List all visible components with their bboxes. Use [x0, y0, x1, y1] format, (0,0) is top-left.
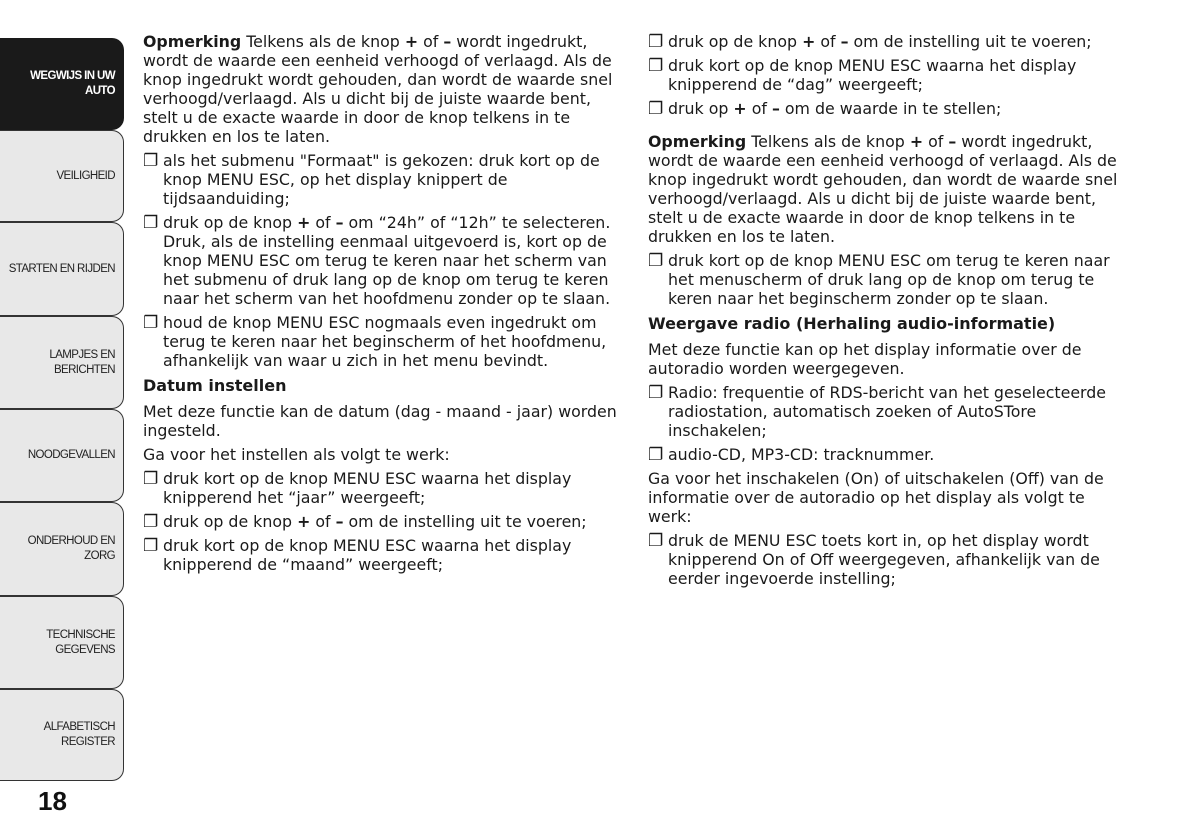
note-label: Opmerking: [143, 32, 242, 51]
list-item-text: druk kort op de knop MENU ESC waarna het display knipperend het “jaar” weergeeft;: [163, 469, 572, 507]
tab-label-line: AUTO: [85, 85, 115, 97]
list-item-text: druk kort op de knop MENU ESC waarna het display knipperend de “maand” weergeeft;: [163, 536, 572, 574]
checkbox-bullet-icon: ❐: [143, 213, 159, 233]
tab-label-line: ZORG: [84, 550, 115, 562]
tab-label-line: STARTEN EN RIJDEN: [8, 262, 115, 275]
list-item-text: audio-CD, MP3-CD: tracknummer.: [668, 445, 935, 464]
text: of: [923, 132, 949, 151]
tab-wegwijs-in-uw-auto[interactable]: [0, 38, 124, 130]
text: druk op de knop: [163, 213, 298, 232]
text: druk op de knop: [163, 512, 298, 531]
left-column: [143, 32, 621, 579]
checkbox-bullet-icon: ❐: [143, 313, 159, 333]
tab-starten-en-rijden[interactable]: [0, 222, 124, 316]
text: om “24h” of “12h” te selecteren. Druk, als de instelling eenmaal uitgevoerd is, kort op de knop MENU ESC om terug te keren naar het scherm van het submenu of druk lang op de knop om terug te keren naar het scherm van het hoofdmenu zonder op te slaan.: [163, 213, 611, 308]
list-item-text: houd de knop MENU ESC nogmaals even ingedrukt om terug te keren naar het beginscherm of het hoofdmenu, afhankelijk van waar u zich in het menu bevindt.: [163, 313, 607, 370]
checkbox-bullet-icon: ❐: [143, 512, 159, 532]
minus-symbol: –: [335, 512, 344, 531]
checkbox-bullet-icon: ❐: [648, 56, 664, 76]
tab-label-line: REGISTER: [61, 736, 115, 748]
minus-symbol: –: [771, 99, 780, 118]
tab-technische-gegevens[interactable]: [0, 596, 124, 689]
list-item: [648, 251, 1128, 308]
tab-noodgevallen[interactable]: [0, 409, 124, 502]
list-item-text: druk kort op de knop MENU ESC om terug te keren naar het menuscherm of druk lang op de knop om terug te keren naar het beginscherm zonder op te slaan.: [668, 251, 1110, 308]
text: of: [815, 32, 841, 51]
tab-label-line: TECHNISCHE: [46, 628, 115, 641]
text: of: [418, 32, 444, 51]
note-label: Opmerking: [648, 132, 747, 151]
list-item: [143, 151, 621, 208]
tab-label-line: WEGWIJS IN UW: [30, 70, 115, 82]
minus-symbol: –: [840, 32, 849, 51]
list-item-text: als het submenu "Formaat" is gekozen: druk kort op de knop MENU ESC, op het display knippert de tijdsaanduiding;: [163, 151, 600, 208]
checkbox-bullet-icon: ❐: [648, 32, 664, 52]
text: druk op de knop: [668, 32, 803, 51]
text: wordt ingedrukt, wordt de waarde een eenheid verhoogd of verlaagd. Als de knop ingedrukt wordt gehouden, dan wordt de waarde snel verhoogd/verlaagd. Als u dicht bij de juiste waarde bent, stelt u de exacte waarde in door de knop telkens in te drukken en los te laten.: [143, 32, 613, 146]
tab-label-line: LAMPJES EN: [49, 348, 115, 361]
list-item: [143, 536, 621, 574]
text: om de waarde in te stellen;: [779, 99, 1002, 118]
plus-symbol: +: [297, 512, 311, 531]
tab-lampjes-en-berichten[interactable]: [0, 316, 124, 409]
tab-label-line: VEILIGHEID: [56, 169, 115, 182]
plus-symbol: +: [909, 132, 924, 151]
checkbox-bullet-icon: ❐: [648, 445, 664, 465]
paragraph: Ga voor het inschakelen (On) of uitschakelen (Off) van de informatie over de autoradio op het display als volgt te werk:: [648, 469, 1104, 526]
checkbox-bullet-icon: ❐: [648, 99, 664, 119]
plus-symbol: +: [404, 32, 419, 51]
list-item-text: druk kort op de knop MENU ESC waarna het display knipperend de “dag” weergeeft;: [668, 56, 1077, 94]
list-item: [648, 445, 1128, 464]
text: Telkens als de knop: [241, 32, 405, 51]
text: wordt ingedrukt, wordt de waarde een eenheid verhoogd of verlaagd. Als de knop ingedrukt wordt gehouden, dan wordt de waarde snel verhoogd/verlaagd. Als u dicht bij de juiste waarde bent, stelt u de exacte waarde in door de knop telkens in te drukken en los te laten.: [648, 132, 1118, 246]
paragraph: Met deze functie kan de datum (dag - maand - jaar) worden ingesteld.: [143, 402, 617, 440]
plus-symbol: +: [733, 99, 747, 118]
note-paragraph: [648, 132, 1128, 246]
section-heading: Datum instellen: [143, 376, 287, 395]
plus-symbol: +: [297, 213, 311, 232]
checkbox-bullet-icon: ❐: [648, 531, 664, 551]
tab-label-line: ONDERHOUD EN: [27, 535, 115, 547]
list-item: [648, 56, 1128, 94]
tab-label-line: NOODGEVALLEN: [27, 449, 115, 461]
section-tabs: [0, 0, 125, 823]
tab-label-line: GEGEVENS: [55, 643, 115, 656]
minus-symbol: –: [443, 32, 452, 51]
checkbox-bullet-icon: ❐: [143, 469, 159, 489]
list-item: [648, 99, 1128, 118]
list-item-text: druk de MENU ESC toets kort in, op het display wordt knipperend On of Off weergegeven, afhankelijk van de eerder ingevoerde instelling;: [668, 531, 1100, 588]
minus-symbol: –: [335, 213, 344, 232]
paragraph: Met deze functie kan op het display informatie over de autoradio worden weergegeven.: [648, 340, 1082, 378]
checkbox-bullet-icon: ❐: [143, 151, 159, 171]
list-item: [143, 213, 621, 308]
minus-symbol: –: [948, 132, 957, 151]
tab-veiligheid[interactable]: [0, 130, 124, 222]
tab-onderhoud-en-zorg[interactable]: [0, 502, 124, 596]
note-paragraph: [143, 32, 621, 146]
checkbox-bullet-icon: ❐: [648, 251, 664, 271]
text: Telkens als de knop: [746, 132, 910, 151]
tab-label-line: ALFABETISCH: [43, 721, 115, 733]
checkbox-bullet-icon: ❐: [648, 383, 664, 403]
text: of: [310, 213, 336, 232]
list-item: [143, 469, 621, 507]
right-column: [648, 32, 1128, 593]
checkbox-bullet-icon: ❐: [143, 536, 159, 556]
text: om de instelling uit te voeren;: [343, 512, 587, 531]
list-item: [143, 313, 621, 370]
section-heading: Weergave radio (Herhaling audio-informatie): [648, 314, 1056, 333]
list-item: [648, 383, 1128, 440]
text: om de instelling uit te voeren;: [848, 32, 1092, 51]
paragraph: Ga voor het instellen als volgt te werk:: [143, 445, 450, 464]
text: of: [310, 512, 336, 531]
plus-symbol: +: [802, 32, 816, 51]
tab-label-line: BERICHTEN: [53, 363, 115, 376]
text: druk op: [668, 99, 734, 118]
text: of: [746, 99, 772, 118]
list-item-text: Radio: frequentie of RDS-bericht van het geselecteerde radiostation, automatisch zoeken of AutoSTore inschakelen;: [668, 383, 1107, 440]
list-item: [648, 531, 1128, 588]
page-number: 18: [38, 786, 67, 816]
tab-alfabetisch-register[interactable]: [0, 689, 124, 781]
list-item: [648, 32, 1128, 51]
list-item: [143, 512, 621, 531]
